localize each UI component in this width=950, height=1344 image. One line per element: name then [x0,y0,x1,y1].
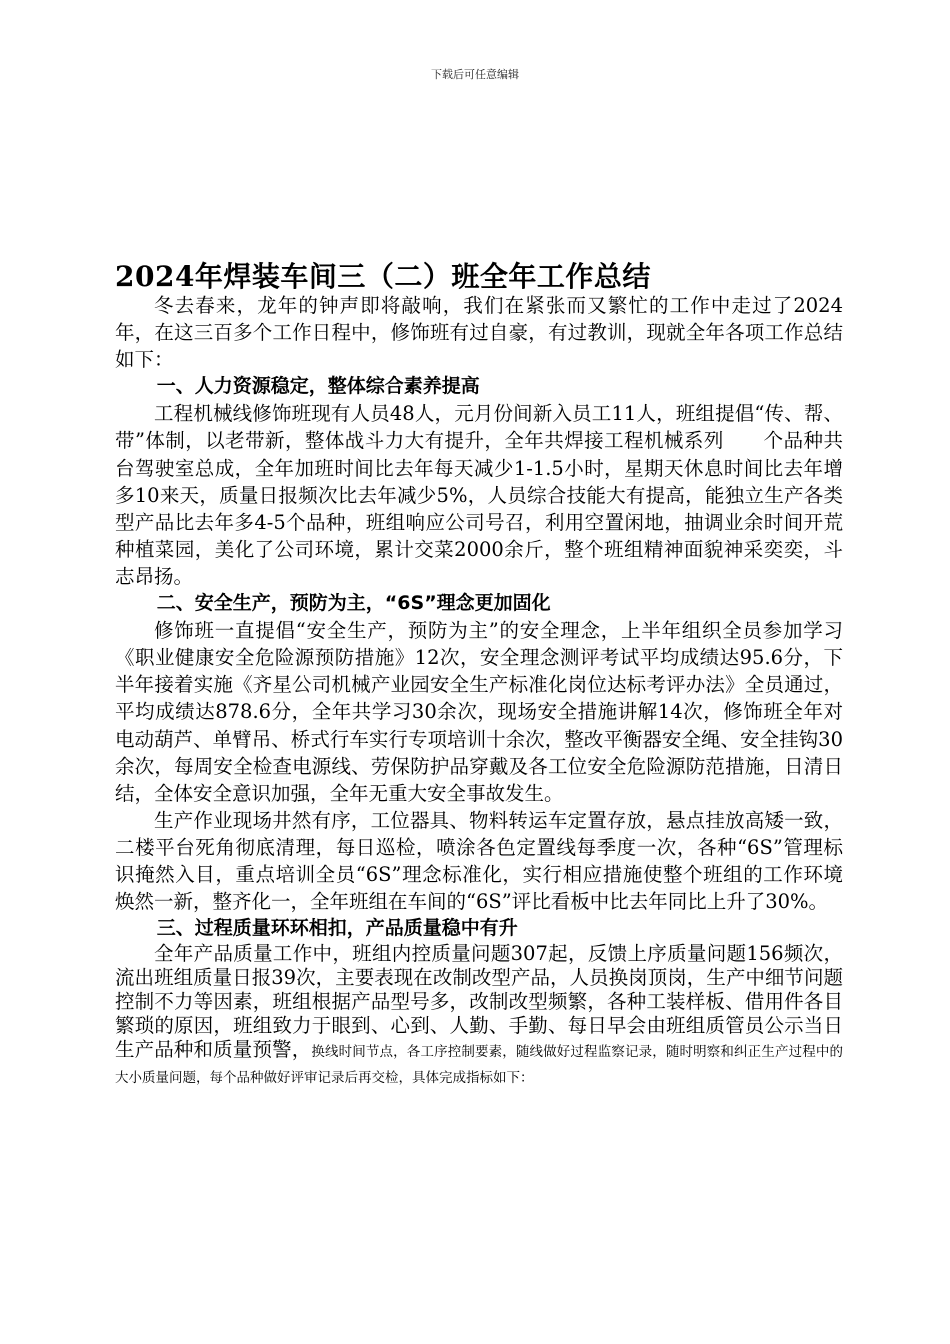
section-3-small-text: 换线时间节点，各工序控制要素，随线做好过程监察记录，随时明察和纠正生产过程中的大小质量问题，每个品种做好评审记录后再交检，具体完成指标如下： [115,1044,843,1087]
header-note: 下载后可任意编辑 [431,68,519,81]
section-1-paragraph-1: 工程机械线修饰班现有人员48人，元月份间新入员工11人，班组提倡“传、帮、带”体制，以老带新，整体战斗力大有提升，全年共焊接工程机械系列 个品种共 台驾驶室总成，全年加班时间比去年每天减少1-1.5小时，星期天休息时间比去年增多10来天，质量日报频次比去年减少5%，人员综合技能大有提高，能独立生产各类型产品比去年多4-5个品种，班组响应公司号召，利用空置闲地，抽调业余时间开荒种植菜园，美化了公司环境，累计交菜2000余斤，整个班组精神面貌神采奕奕，斗志昂扬。 [115,402,883,588]
section-1-heading: 一、人力资源稳定，整体综合素养提高 [156,375,480,398]
section-2-paragraph-2: 生产作业现场井然有序，工位器具、物料转运车定置存放，悬点挂放高矮一致，二楼平台死角彻底清理，每日巡检，喷涂各色定置线每季度一次，各种“6S”管理标识掩然入目，重点培训全员“6S”理念标准化，实行相应措施使整个班组的工作环境焕然一新，整齐化一，全年班组在车间的“6S”评比看板中比去年同比上升了30%。 [115,808,843,914]
section-2-paragraph-1: 修饰班一直提倡“安全生产，预防为主”的安全理念，上半年组织全员参加学习《职业健康安全危险源预防措施》12次，安全理念测评考试平均成绩达95.6分，下半年接着实施《齐星公司机械产业园安全生产标准化岗位达标考评办法》全员通过，平均成绩达878.6分，全年共学习30余次，现场安全措施讲解14次，修饰班全年对电动葫芦、单臂吊、桥式行车实行专项培训十余次，整改平衡器安全绳、安全挂钩30余次，每周安全检查电源线、劳保防护品穿戴及各工位安全危险源防范措施，日清日结，全体安全意识加强，全年无重大安全事故发生。 [115,619,843,805]
intro-paragraph: 冬去春来，龙年的钟声即将敲响，我们在紧张而又繁忙的工作中走过了2024年，在这三百多个工作日程中，修饰班有过自豪，有过教训，现就全年各项工作总结如下： [115,294,843,372]
document-body [115,292,883,1090]
section-2-heading: 二、安全生产，预防为主，“6S”理念更加固化 [156,592,551,615]
section-3-main-text: 全年产品质量工作中，班组内控质量问题307起，反馈上序质量问题156频次，流出班组质量日报39次，主要表现在改制改型产品，人员换岗顶岗，生产中细节问题控制不力等因素，班组根据产品型号多，改制改型频繁，各种工装样板、借用件各目繁琐的原因，班组致力于眼到、心到、人勤、手勤、每日早会由班组质管员公示当日生产品种和质量预警， [115,942,843,1062]
document-title: 2024年焊装车间三（二）班全年工作总结 [115,260,651,293]
section-3-paragraph-1 [115,942,843,1090]
section-3-heading: 三、过程质量环环相扣，产品质量稳中有升 [156,917,518,940]
